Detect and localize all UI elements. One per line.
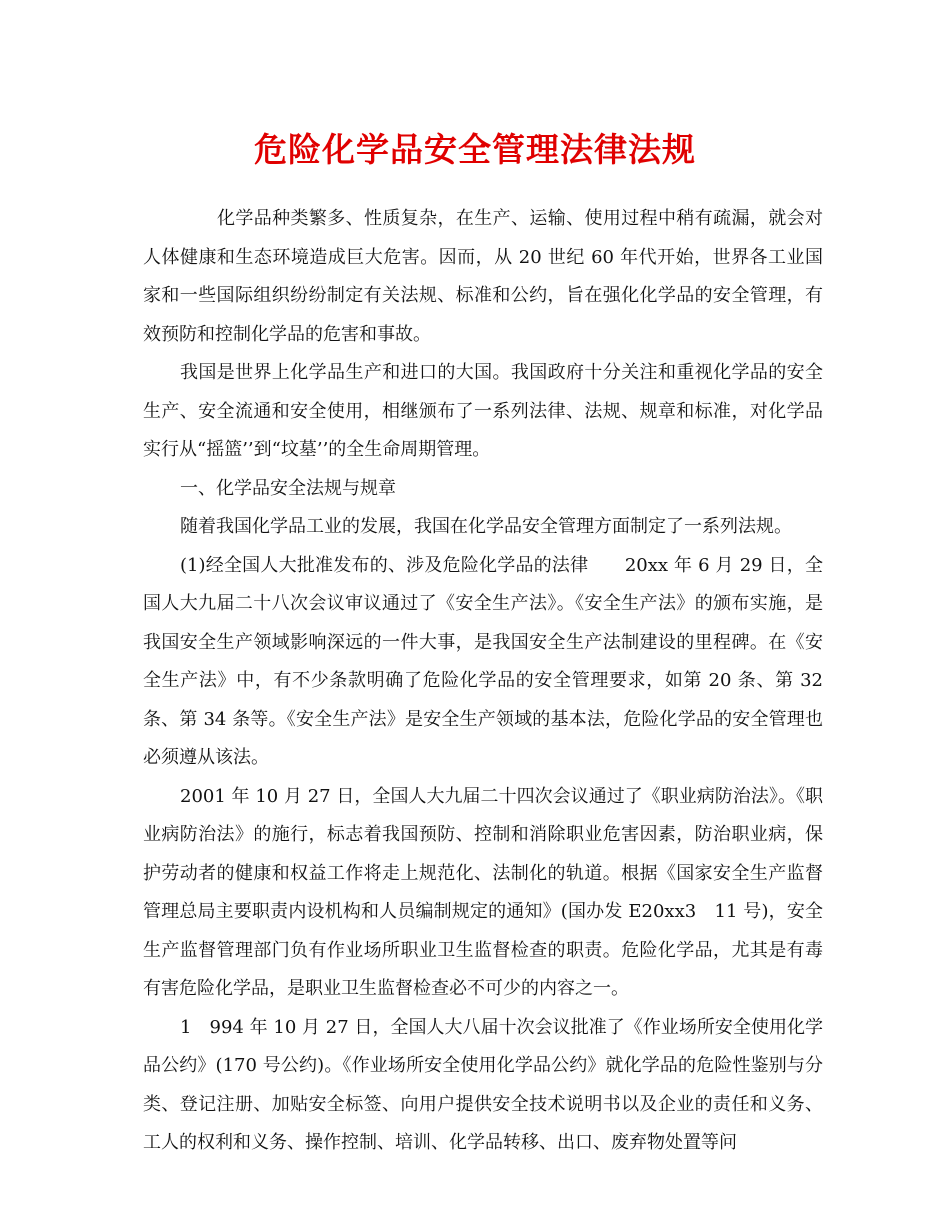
paragraph-occupational-law: 2001 年 10 月 27 日，全国人大九届二十四次会议通过了《职业病防治法》。《职业病防治法》的施行，标志着我国预防、控制和消除职业危害因素，防治职业病，保护劳动者的健康和权益工作将走上规范化、法制化的轨道。根据《国家安全生产监督管理总局主要职责内设机构和人员编制规定的通知》(国办发 E20xx3 11 号)，安全生产监督管理部门负有作业场所职业卫生监督检查的职责。危险化学品，尤其是有毒有害危险化学品，是职业卫生监督检查必不可少的内容之一。 [143, 785, 823, 999]
section-heading: 一、化学品安全法规与规章 [180, 477, 396, 499]
paragraph-regulations: 随着我国化学品工业的发展，我国在化学品安全管理方面制定了一系列法规。 [180, 516, 792, 537]
paragraph-china-status: 我国是世界上化学品生产和进口的大国。我国政府十分关注和重视化学品的安全生产、安全流通和安全使用，相继颁布了一系列法律、法规、规章和标准，对化学品实行从“摇篮’’到“坟墓’’的全生命周期管理。 [143, 362, 823, 460]
paragraph-intro: 化学品种类繁多、性质复杂，在生产、运输、使用过程中稍有疏漏，就会对人体健康和生态环境造成巨大危害。因而，从 20 世纪 60 年代开始，世界各工业国家和一些国际组织纷纷制定有关法规、标准和公约，旨在强化化学品的安全管理，有效预防和控制化学品的危害和事故。 [143, 208, 823, 345]
document-title: 危险化学品安全管理法律法规 [254, 130, 696, 169]
paragraph-safety-law: (1)经全国人大批准发布的、涉及危险化学品的法律 20xx 年 6 月 29 日，全国人大九届二十八次会议审议通过了《安全生产法》。《安全生产法》的颁布实施，是我国安全生产领域影响深远的一件大事，是我国安全生产法制建设的里程碑。在《安全生产法》中，有不少条款明确了危险化学品的安全管理要求，如第 20 条、第 32 条、第 34 条等。《安全生产法》是安全生产领域的基本法，危险化学品的安全管理也必须遵从该法。 [143, 554, 823, 768]
document-body [143, 200, 823, 1163]
paragraph-convention: 1 994 年 10 月 27 日，全国人大八届十次会议批准了《作业场所安全使用化学品公约》(170 号公约)。《作业场所安全使用化学品公约》就化学品的危险性鉴别与分类、登记注册、加贴安全标签、向用户提供安全技术说明书以及企业的责任和义务、工人的权利和义务、操作控制、培训、化学品转移、出口、废弃物处置等问 [143, 1016, 823, 1153]
